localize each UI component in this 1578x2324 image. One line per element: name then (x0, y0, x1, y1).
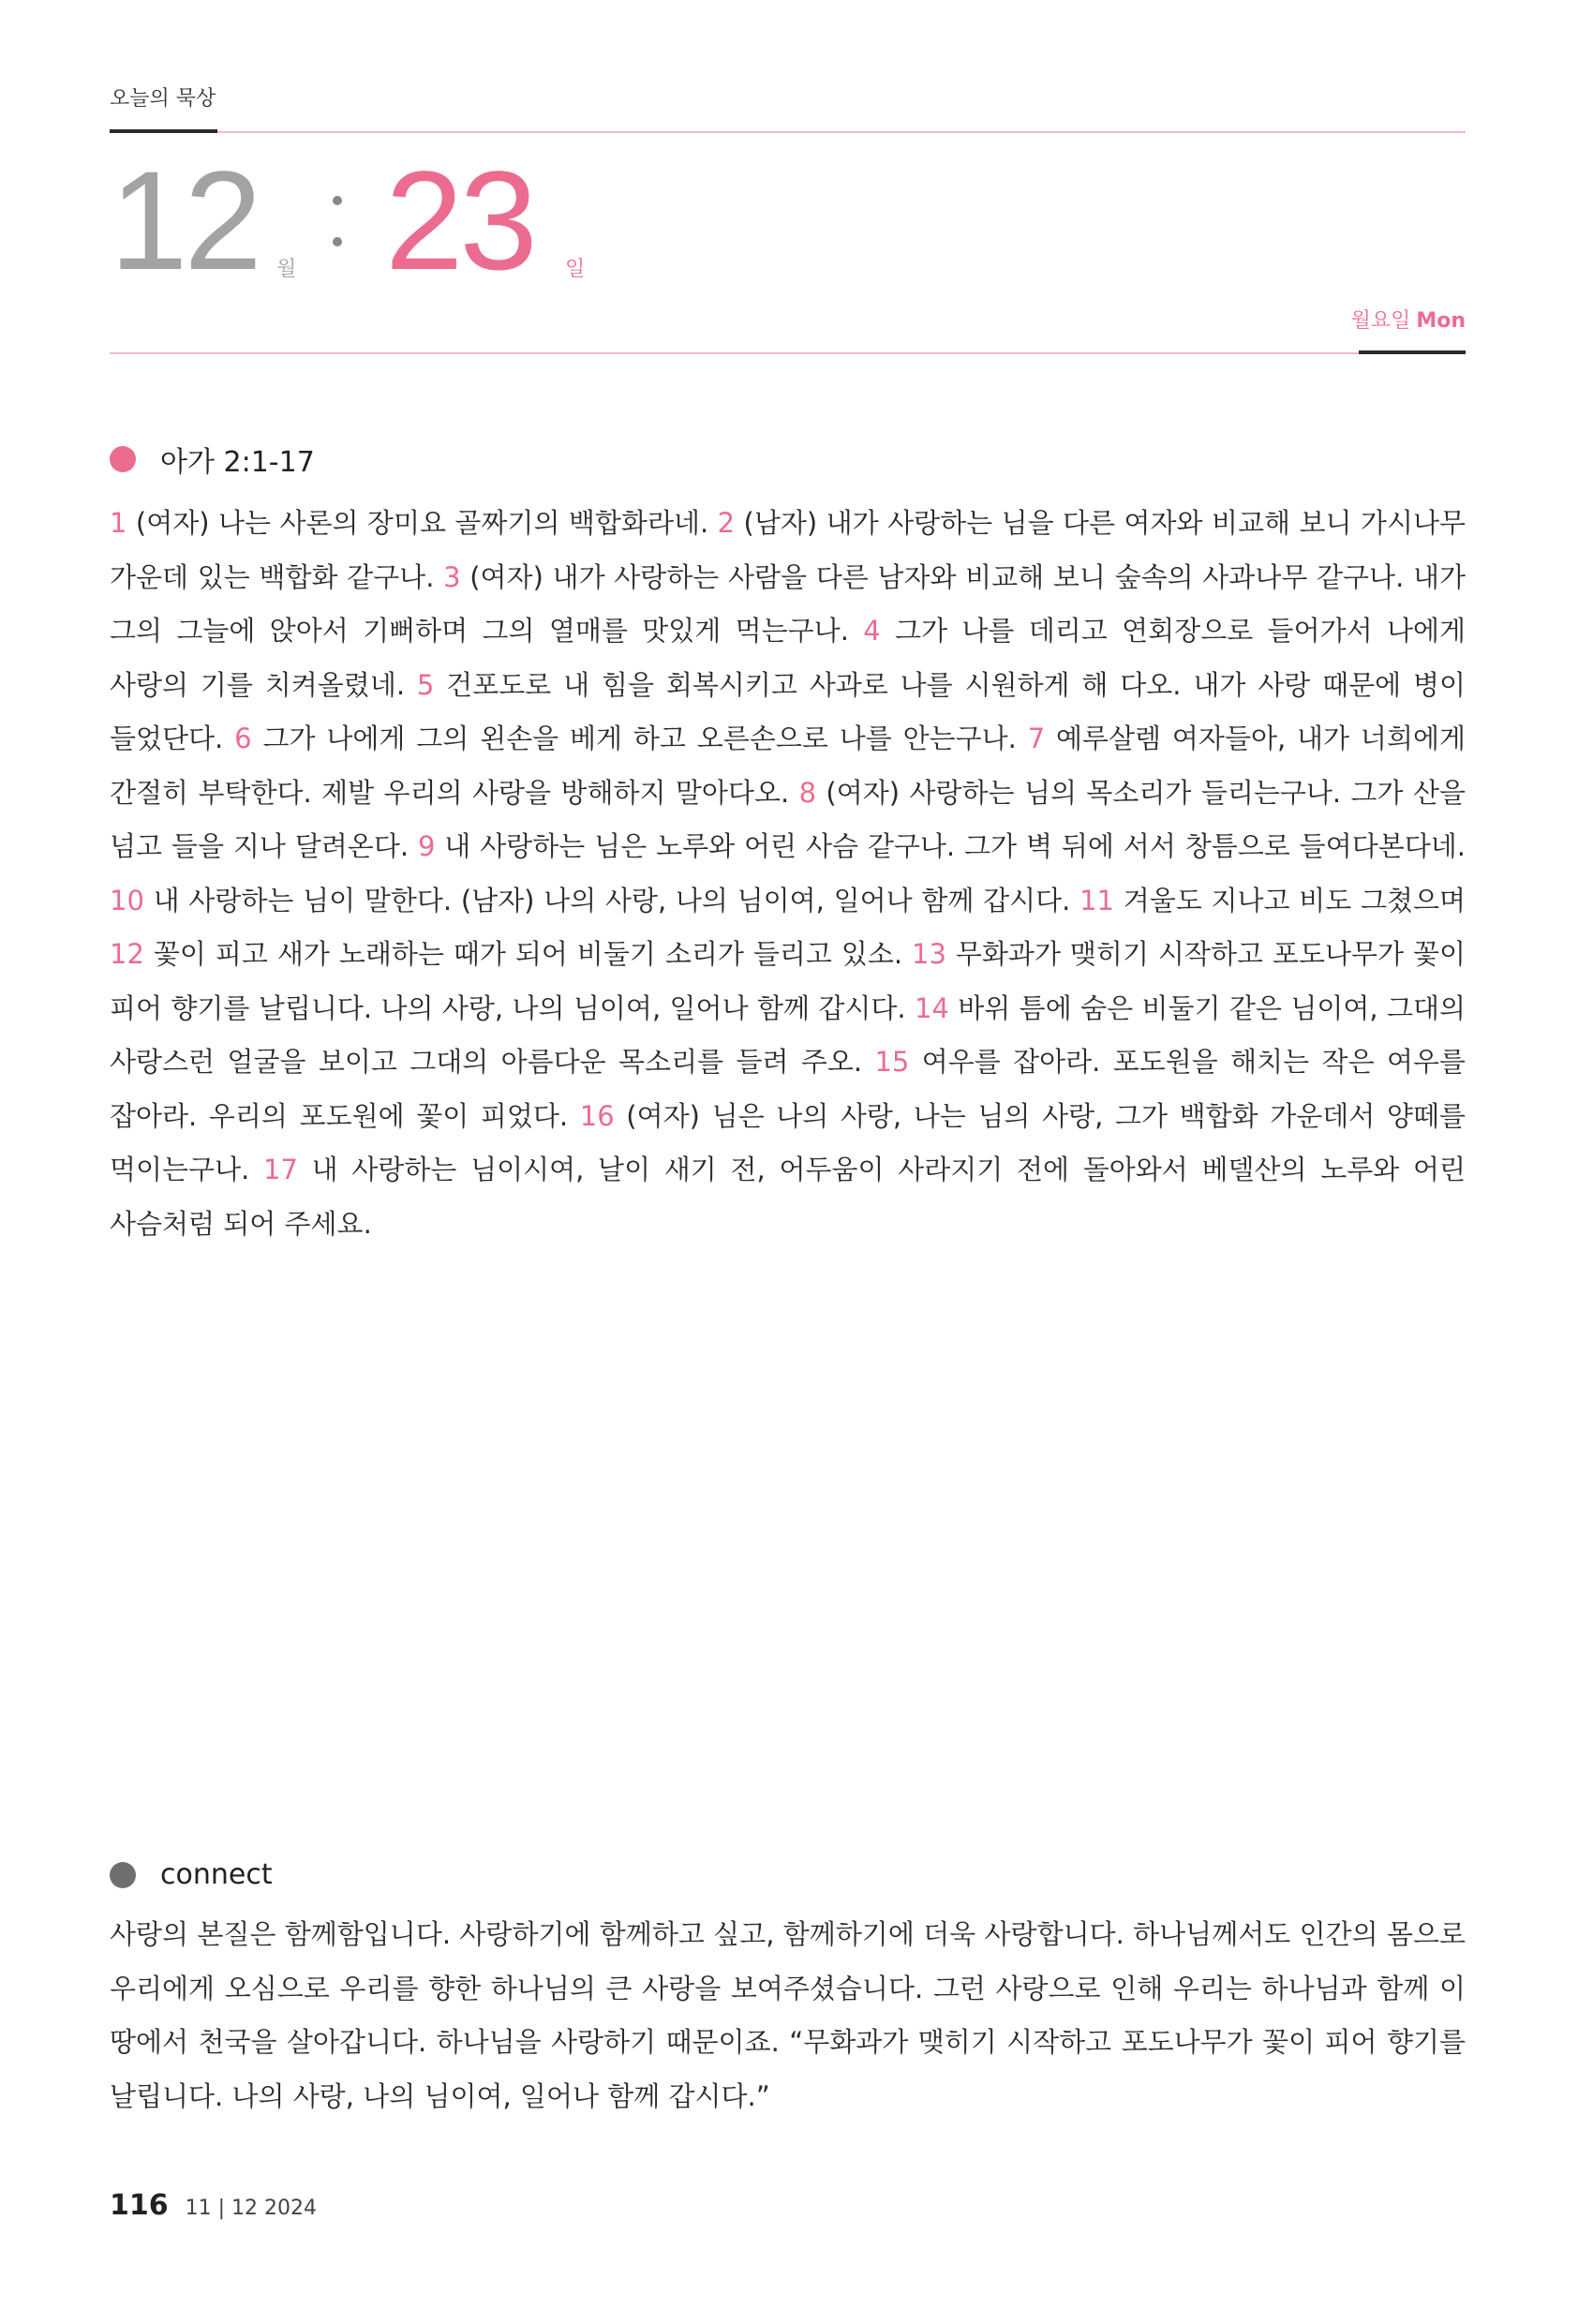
day-number: 23 (385, 142, 534, 299)
verse-number: 9 (417, 830, 436, 862)
month-number: 12 (110, 142, 259, 299)
verse-number: 5 (416, 668, 435, 701)
date-rule (110, 352, 1359, 354)
verse-text: 내 사랑하는 님은 노루와 어린 사슴 같구나. 그가 벽 뒤에 서서 창틈으로 들여다본다네. (435, 830, 1466, 862)
verse-number: 15 (874, 1046, 910, 1078)
header-rule-accent (110, 129, 217, 133)
verse-text: 무화과가 맺히기 시작하고 포도나무가 꽃이 피어 향기를 날립니다. 나의 사랑, 나의 님이여, 일어나 함께 갑시다. (110, 938, 1466, 1024)
verse-number: 1 (110, 507, 127, 539)
pink-bullet-icon (110, 446, 136, 472)
verse-number: 13 (912, 938, 946, 970)
verse-text: (여자) 사랑하는 님의 목소리가 들리는구나. 그가 산을 넘고 들을 지나 달려온다. (110, 776, 1466, 862)
issue-date: 11 | 12 2024 (185, 2197, 317, 2220)
header-rule (217, 131, 1466, 133)
verse-text: (남자) 내가 사랑하는 님을 다른 여자와 비교해 보니 가시나무 가운데 있는 백합화 같구나. (110, 507, 1466, 593)
verse-number: 7 (1027, 723, 1046, 754)
verse-text: 바위 틈에 숨은 비둘기 같은 님이여, 그대의 사랑스런 얼굴을 보이고 그대의 아름다운 목소리를 들려 주오. (110, 991, 1466, 1078)
verse-text: 겨울도 지나고 비도 그쳤으며 (1113, 884, 1466, 916)
scripture-reference: 아가 2:1-17 (160, 446, 315, 479)
connect-title: connect (160, 1858, 273, 1891)
verse-number: 16 (579, 1099, 615, 1132)
verse-number: 17 (263, 1154, 298, 1185)
weekday (1351, 305, 1466, 334)
scripture-passage (110, 497, 1466, 1251)
page-number: 116 (110, 2189, 169, 2222)
verse-number: 2 (717, 507, 736, 539)
verse-text: (여자) 내가 사랑하는 사람을 다른 남자와 비교해 보니 숲속의 사과나무 같구나. 내가 그의 그늘에 앉아서 기뻐하며 그의 열매를 맛있게 먹는구나. (110, 560, 1466, 647)
verse-number: 4 (863, 615, 881, 647)
connect-heading (110, 1858, 273, 1891)
verse-text: (여자) 나는 사론의 장미요 골짜기의 백합화라네. (127, 507, 718, 539)
verse-number: 14 (915, 991, 949, 1024)
verse-text: 그가 나에게 그의 왼손을 베게 하고 오른손으로 나를 안는구나. (251, 723, 1028, 754)
verse-text: 건포도로 내 힘을 회복시키고 사과로 나를 시원하게 해 다오. 내가 사랑 때문에 병이 들었단다. (110, 668, 1466, 754)
day-unit: 일 (565, 258, 586, 281)
verse-text: 예루살렘 여자들아, 내가 너희에게 간절히 부탁한다. 제발 우리의 사랑을 방해하지 말아다오. (110, 723, 1466, 809)
date-colon (333, 192, 342, 258)
verse-number: 10 (110, 884, 144, 916)
verse-text: 꽃이 피고 새가 노래하는 때가 되어 비둘기 소리가 들리고 있소. (143, 938, 913, 970)
verse-number: 8 (798, 776, 817, 809)
verse-number: 6 (234, 723, 252, 754)
date-rule-accent (1359, 350, 1466, 354)
month-unit: 월 (276, 258, 297, 281)
connect-body: 사랑의 본질은 함께함입니다. 사랑하기에 함께하고 싶고, 함께하기에 더욱 사랑합니다. 하나님께서도 인간의 몸으로 우리에게 오심으로 우리를 향한 하나님의 큰 사랑을 보여주셨습니다. 그런 사랑으로 인해 우리는 하나님과 함께 이 땅에서 천국을 살아갑니다. 하나님을 사랑하기 때문이죠. “무화과가 맺히기 시작하고 포도나무가 꽃이 피어 향기를 날립니다. 나의 사랑, 나의 님이여, 일어나 함께 갑시다.” (110, 1918, 1466, 2112)
page-footer (110, 2189, 317, 2222)
verse-number: 3 (443, 560, 461, 593)
verse-text: 내 사랑하는 님이 말한다. (남자) 나의 사랑, 나의 님이여, 일어나 함께 갑시다. (143, 884, 1080, 916)
verse-number: 11 (1079, 884, 1114, 916)
scripture-heading (110, 439, 315, 480)
gray-bullet-icon (110, 1862, 136, 1888)
weekday-ko: 월요일 (1350, 309, 1411, 333)
verse-text: 내 사랑하는 님이시여, 날이 새기 전, 어두움이 사라지기 전에 돌아와서 베델산의 노루와 어린 사슴처럼 되어 주세요. (110, 1154, 1466, 1240)
verse-number: 12 (110, 938, 144, 970)
section-label: 오늘의 묵상 (110, 87, 216, 111)
verse-text: 그가 나를 데리고 연회장으로 들어가서 나에게 사랑의 기를 치켜올렸네. (110, 615, 1466, 701)
verse-text: 여우를 잡아라. 포도원을 해치는 작은 여우를 잡아라. 우리의 포도원에 꽃이 피었다. (110, 1046, 1466, 1132)
weekday-en: Mon (1416, 309, 1466, 333)
verse-text: (여자) 님은 나의 사랑, 나는 님의 사랑, 그가 백합화 가운데서 양떼를 먹이는구나. (110, 1099, 1466, 1185)
